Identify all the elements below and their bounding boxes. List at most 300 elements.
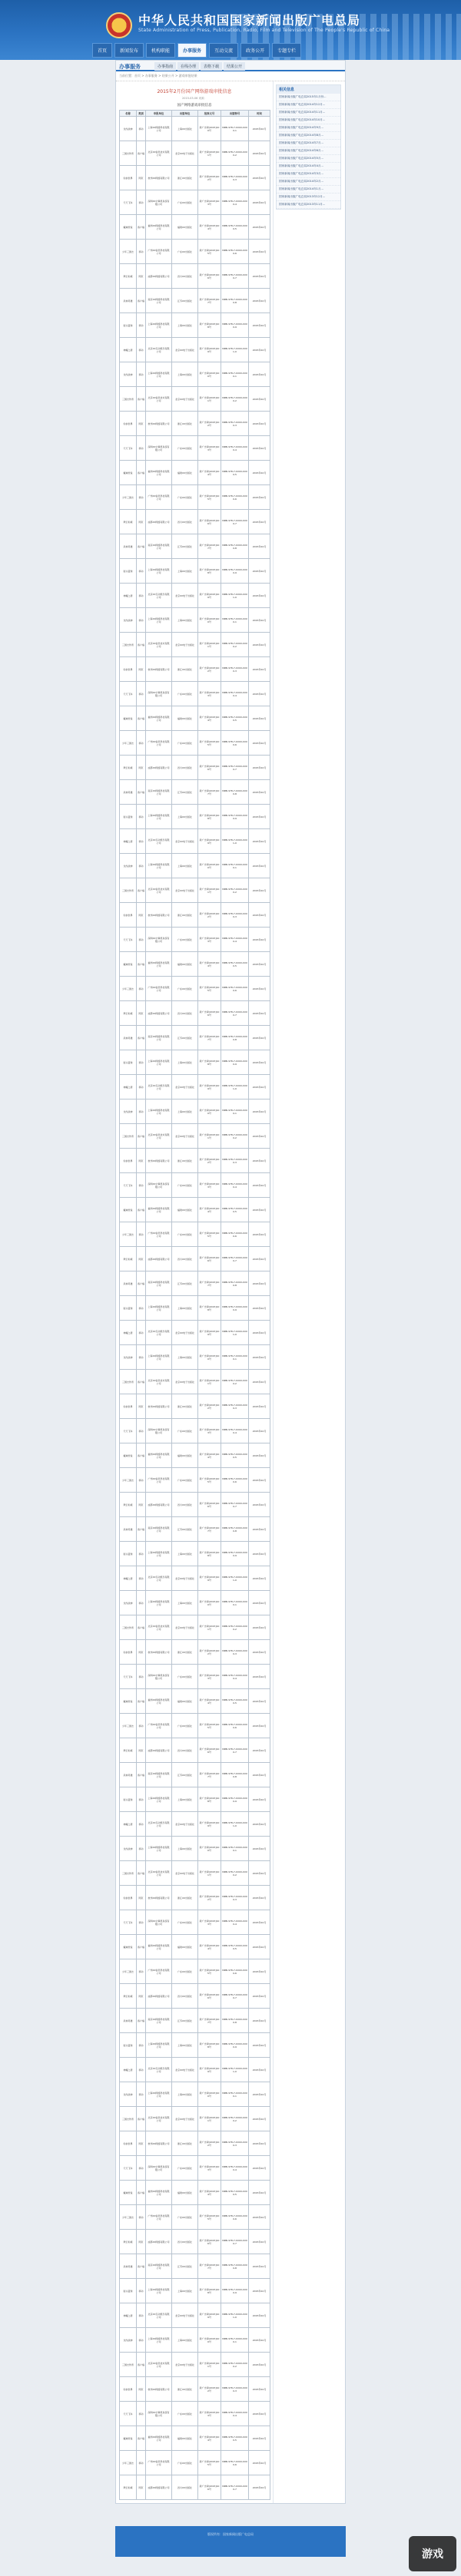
table-cell: 上海XX出版社	[172, 2328, 198, 2353]
table-cell: 龙纹战神	[120, 1100, 137, 1124]
table-row	[120, 1812, 270, 1837]
table-cell: 移动	[137, 362, 146, 387]
table-row	[120, 2230, 270, 2254]
table-cell: 魔域传说	[120, 1935, 137, 1959]
table-cell: 新广出审[2015]109号	[198, 1566, 221, 1591]
table-cell: ISBN 978-7-XXXX-XXXX-1	[221, 362, 249, 387]
table-cell: ISBN 978-7-XXXX-XXXX-6	[221, 1959, 249, 1984]
national-emblem-icon	[106, 12, 132, 38]
table-cell: 梦幻仙境	[120, 2230, 137, 2254]
table-cell: 北京XX互动娱乐有限公司	[146, 1812, 172, 1837]
table-cell: 龙纹战神	[120, 362, 137, 387]
table-row	[120, 1517, 270, 1542]
table-cell: 上海XX网络科技有限公司	[146, 1787, 172, 1812]
table-cell: 网页	[137, 1738, 146, 1763]
table-row	[120, 1222, 270, 1247]
table-cell: 网页	[137, 756, 146, 780]
table-cell: 客户端	[137, 461, 146, 485]
table-cell: ISBN 978-7-XXXX-XXXX-4	[221, 1910, 249, 1935]
table-row	[120, 2009, 270, 2033]
table-cell: 魔域传说	[120, 2426, 137, 2451]
table-cell: 新广出审[2015]109号	[198, 584, 221, 608]
table-cell: 广东XX出版社	[172, 1714, 198, 1738]
table-row	[120, 1001, 270, 1026]
table-cell: ISBN 978-7-XXXX-XXXX-9	[221, 2279, 249, 2303]
table-cell: ISBN 978-7-XXXX-XXXX-1	[221, 1100, 249, 1124]
table-cell: 四川XX出版社	[172, 1001, 198, 1026]
table-cell: 移动	[137, 240, 146, 264]
table-cell: 上海XX网络科技有限公司	[146, 2279, 172, 2303]
table-cell: 杭州XX网络有限公司	[146, 1640, 172, 1665]
table-cell: 2015年02月	[249, 1345, 270, 1370]
table-cell: 龙纹战神	[120, 2082, 137, 2107]
table-cell: 街头篮球	[120, 313, 137, 338]
table-cell: 广东XX出版社	[172, 2402, 198, 2426]
sidebar-link[interactable]: 国家新闻出版广电总局2014年8月...	[277, 132, 340, 140]
table-cell: 移动	[137, 805, 146, 829]
table-cell: 移动	[137, 2082, 146, 2107]
table-cell: ISBN 978-7-XXXX-XXXX-9	[221, 1542, 249, 1566]
table-cell: 少年三国志	[120, 2451, 137, 2475]
article	[116, 81, 273, 2503]
sidebar-link[interactable]: 国家新闻出版广电总局2014年11月...	[277, 109, 340, 117]
table-cell: 广东XX出版社	[172, 2205, 198, 2230]
table-cell: 上海XX网络科技有限公司	[146, 1296, 172, 1321]
table-cell: 南京XX网络科技有限公司	[146, 534, 172, 559]
table-cell: 新广出审[2015]100号	[198, 2328, 221, 2353]
table-cell: 新广出审[2015]108号	[198, 1542, 221, 1566]
table-row	[120, 190, 270, 215]
table-cell: 深圳XX计算机系统有限公司	[146, 1173, 172, 1198]
table-cell: 魔域传说	[120, 1198, 137, 1222]
table-cell: 广州XX信息科技有限公司	[146, 731, 172, 756]
table-cell: 上海XX出版社	[172, 805, 198, 829]
table-cell: 四川XX出版社	[172, 264, 198, 289]
table-cell: 南京XX网络科技有限公司	[146, 1026, 172, 1050]
table-row	[120, 1321, 270, 1345]
table-cell: 新广出审[2015]106号	[198, 2475, 221, 2500]
table-cell: 客户端	[137, 1517, 146, 1542]
table-cell: 四川XX出版社	[172, 1247, 198, 1271]
table-cell: 梦幻仙境	[120, 1001, 137, 1026]
table-cell: ISBN 978-7-XXXX-XXXX-2	[221, 878, 249, 903]
table-cell: 移动	[137, 1419, 146, 1443]
table-cell: 杭州XX网络有限公司	[146, 1394, 172, 1419]
table-cell: 神魔之塔	[120, 584, 137, 608]
table-row	[120, 1394, 270, 1419]
table-cell: 2015年02月	[249, 633, 270, 657]
table-cell: 移动	[137, 1910, 146, 1935]
nav-item[interactable]: 政务公开	[240, 43, 270, 58]
table-row	[120, 1615, 270, 1640]
nav-item[interactable]: 机构职能	[146, 43, 175, 58]
table-cell: 北京XX电子出版社	[172, 878, 198, 903]
table-cell: 武林英雄	[120, 2009, 137, 2033]
table-cell: 2015年02月	[249, 1026, 270, 1050]
table-cell: 新广出审[2015]101号	[198, 1370, 221, 1394]
table-cell: 新广出审[2015]105号	[198, 731, 221, 756]
section-header	[116, 61, 345, 71]
table-cell: 2015年02月	[249, 2181, 270, 2205]
table-cell: 深圳XX计算机系统有限公司	[146, 928, 172, 952]
table-row	[120, 2058, 270, 2082]
table-cell: 新广出审[2015]103号	[198, 436, 221, 461]
table-cell: ISBN 978-7-XXXX-XXXX-2	[221, 1370, 249, 1394]
table-cell: 新广出审[2015]108号	[198, 1296, 221, 1321]
sidebar-link[interactable]: 国家新闻出版广电总局2014年6月...	[277, 147, 340, 155]
table-cell: 2015年02月	[249, 1640, 270, 1665]
section-tab[interactable]: 表格下载	[201, 62, 222, 71]
table-cell: 新广出审[2015]105号	[198, 1959, 221, 1984]
section-tab[interactable]: 结果公开	[224, 62, 245, 71]
table-cell: 移动	[137, 1837, 146, 1861]
table-cell: 2015年02月	[249, 1321, 270, 1345]
table-cell: 少年三国志	[120, 240, 137, 264]
table-cell: 新广出审[2015]101号	[198, 878, 221, 903]
table-cell: 梦幻仙境	[120, 1984, 137, 2009]
column-header: 申报单位	[146, 111, 172, 117]
table-row	[120, 805, 270, 829]
table-cell: 客户端	[137, 289, 146, 313]
table-cell: 新广出审[2015]109号	[198, 1321, 221, 1345]
table-cell: 2015年02月	[249, 1443, 270, 1468]
table-cell: 新广出审[2015]104号	[198, 1935, 221, 1959]
table-cell: 网页	[137, 264, 146, 289]
table-cell: 移动	[137, 559, 146, 584]
sidebar-link[interactable]: 国家新闻出版广电总局2014年7月...	[277, 140, 340, 147]
table-cell: 上海XX出版社	[172, 117, 198, 141]
table-cell: 福州XX网络科技有限公司	[146, 2181, 172, 2205]
table-cell: 北京XX电子出版社	[172, 633, 198, 657]
sidebar-link[interactable]: 国家新闻出版广电总局2015年1月份...	[277, 94, 340, 101]
table-cell: 新广出审[2015]102号	[198, 1394, 221, 1419]
table-cell: 杭州XX网络有限公司	[146, 412, 172, 436]
table-row	[120, 1763, 270, 1787]
table-cell: 新广出审[2015]104号	[198, 952, 221, 977]
table-cell: 成都XX网络有限公司	[146, 1247, 172, 1271]
site-title: 中华人民共和国国家新闻出版广电总局	[138, 13, 361, 28]
table-row	[120, 1173, 270, 1198]
table-cell: 网页	[137, 903, 146, 928]
table-cell: 上海XX出版社	[172, 1100, 198, 1124]
table-cell: 南京XX网络科技有限公司	[146, 1517, 172, 1542]
table-cell: 天天飞车	[120, 190, 137, 215]
table-cell: 北京XX电子出版社	[172, 2303, 198, 2328]
sidebar-link[interactable]: 国家新闻出版广电总局2014年1月...	[277, 186, 340, 193]
table-cell: 新广出审[2015]107号	[198, 1026, 221, 1050]
table-cell: 新广出审[2015]101号	[198, 633, 221, 657]
sidebar-link[interactable]: 国家新闻出版广电总局2014年3月...	[277, 170, 340, 178]
table-cell: 客户端	[137, 706, 146, 731]
table-row	[120, 1296, 270, 1321]
table-cell: 新广出审[2015]107号	[198, 780, 221, 805]
table-cell: 上海XX出版社	[172, 1787, 198, 1812]
table-cell: 2015年02月	[249, 2033, 270, 2058]
table-cell: 新广出审[2015]108号	[198, 1050, 221, 1075]
table-cell: 天天飞车	[120, 436, 137, 461]
table-cell: ISBN 978-7-XXXX-XXXX-3	[221, 412, 249, 436]
table-cell: 2015年02月	[249, 1935, 270, 1959]
table-cell: 杭州XX网络有限公司	[146, 903, 172, 928]
sidebar-link[interactable]: 国家新闻出版广电总局2014年10月...	[277, 117, 340, 124]
table-cell: ISBN 978-7-XXXX-XXX1-0	[221, 2303, 249, 2328]
table-cell: 新广出审[2015]101号	[198, 1124, 221, 1149]
table-row	[120, 412, 270, 436]
table-cell: 客户端	[137, 780, 146, 805]
table-cell: ISBN 978-7-XXXX-XXXX-8	[221, 1517, 249, 1542]
table-cell: 少年三国志	[120, 1468, 137, 1493]
table-cell: ISBN 978-7-XXXX-XXXX-1	[221, 2328, 249, 2353]
table-cell: 福建XX出版社	[172, 2426, 198, 2451]
table-row	[120, 534, 270, 559]
table-cell: 北京XX互动娱乐有限公司	[146, 2058, 172, 2082]
table-cell: 广州XX信息科技有限公司	[146, 977, 172, 1001]
table-cell: 神魔之塔	[120, 1321, 137, 1345]
table-cell: 街头篮球	[120, 1787, 137, 1812]
table-cell: 福建XX出版社	[172, 952, 198, 977]
table-cell: 新广出审[2015]107号	[198, 2254, 221, 2279]
table-cell: 新广出审[2015]101号	[198, 141, 221, 166]
table-cell: 2015年02月	[249, 2303, 270, 2328]
table-cell: 2015年02月	[249, 584, 270, 608]
table-cell: 仙侠世界	[120, 2131, 137, 2156]
table-cell: 新广出审[2015]104号	[198, 1198, 221, 1222]
table-cell: 移动	[137, 2033, 146, 2058]
table-cell: 2015年02月	[249, 412, 270, 436]
sidebar-link[interactable]: 国家新闻出版广电总局2014年4月...	[277, 163, 340, 170]
table-cell: 移动	[137, 1566, 146, 1591]
table-cell: 龙纹战神	[120, 854, 137, 878]
table-cell: 街头篮球	[120, 1542, 137, 1566]
sidebar-link[interactable]: 国家新闻出版广电总局2014年12月...	[277, 101, 340, 109]
table-cell: ISBN 978-7-XXXX-XXXX-1	[221, 1837, 249, 1861]
table-cell: 北京XX信息技术有限公司	[146, 878, 172, 903]
table-row	[120, 436, 270, 461]
table-cell: 三国志传奇	[120, 387, 137, 412]
table-cell: ISBN 978-7-XXXX-XXXX-2	[221, 1861, 249, 1886]
table-cell: 新广出审[2015]106号	[198, 1001, 221, 1026]
table-cell: 2015年02月	[249, 2230, 270, 2254]
table-cell: 移动	[137, 2303, 146, 2328]
table-cell: 2015年02月	[249, 1149, 270, 1173]
table-cell: 新广出审[2015]106号	[198, 1247, 221, 1271]
table-cell: 上海XX网络科技有限公司	[146, 1050, 172, 1075]
table-cell: 移动	[137, 2451, 146, 2475]
table-cell: ISBN 978-7-XXXX-XXXX-2	[221, 1124, 249, 1149]
table-cell: 移动	[137, 2279, 146, 2303]
table-cell: 新广出审[2015]108号	[198, 559, 221, 584]
table-row	[120, 2131, 270, 2156]
table-row	[120, 2426, 270, 2451]
table-cell: ISBN 978-7-XXXX-XXXX-4	[221, 436, 249, 461]
breadcrumb: 当前位置：首页 > 办事服务 > 结果公开 > 游戏审批结果	[116, 71, 345, 81]
table-row	[120, 1640, 270, 1665]
table-cell: 北京XX互动娱乐有限公司	[146, 2303, 172, 2328]
table-cell: 移动	[137, 1222, 146, 1247]
table-cell: 北京XX信息技术有限公司	[146, 2353, 172, 2377]
table-cell: 三国志传奇	[120, 1370, 137, 1394]
table-cell: 2015年02月	[249, 756, 270, 780]
section-tab[interactable]: 办事指南	[154, 62, 176, 71]
table-cell: 2015年02月	[249, 2328, 270, 2353]
nav-item[interactable]: 专题专栏	[272, 43, 301, 58]
table-row	[120, 1271, 270, 1296]
table-cell: 天天飞车	[120, 2156, 137, 2181]
table-cell: 客户端	[137, 2426, 146, 2451]
table-cell: 网页	[137, 1001, 146, 1026]
table-cell: 杭州XX网络有限公司	[146, 2377, 172, 2402]
table-cell: 浙江XX出版社	[172, 1149, 198, 1173]
table-cell: 2015年02月	[249, 362, 270, 387]
table-cell: 北京XX信息技术有限公司	[146, 1370, 172, 1394]
table-cell: 武林英雄	[120, 1763, 137, 1787]
table-cell: 网页	[137, 510, 146, 534]
table-cell: 四川XX出版社	[172, 510, 198, 534]
table-cell: 武林英雄	[120, 780, 137, 805]
table-row	[120, 2156, 270, 2181]
table-cell: 上海XX网络科技有限公司	[146, 1100, 172, 1124]
table-cell: 仙侠世界	[120, 1149, 137, 1173]
table-row	[120, 2107, 270, 2131]
table-cell: 神魔之塔	[120, 2303, 137, 2328]
table-cell: 新广出审[2015]109号	[198, 1812, 221, 1837]
table-cell: 福州XX网络科技有限公司	[146, 2426, 172, 2451]
table-cell: 2015年02月	[249, 534, 270, 559]
table-cell: ISBN 978-7-XXXX-XXXX-1	[221, 608, 249, 633]
table-cell: 新广出审[2015]105号	[198, 2205, 221, 2230]
table-row	[120, 1886, 270, 1910]
table-cell: 2015年02月	[249, 1468, 270, 1493]
table-cell: 江苏XX出版社	[172, 780, 198, 805]
table-cell: 新广出审[2015]101号	[198, 387, 221, 412]
nav-item[interactable]: 互动交流	[209, 43, 238, 58]
table-cell: 新广出审[2015]105号	[198, 977, 221, 1001]
sidebar-link[interactable]: 国家新闻出版广电总局2014年2月...	[277, 178, 340, 186]
table-cell: 北京XX信息技术有限公司	[146, 633, 172, 657]
table-cell: 成都XX网络有限公司	[146, 1001, 172, 1026]
table-row	[120, 2303, 270, 2328]
table-cell: 上海XX网络科技有限公司	[146, 2082, 172, 2107]
sidebar-list	[277, 94, 340, 209]
sidebar-link[interactable]: 国家新闻出版广电总局2013年11月...	[277, 201, 340, 209]
table-cell: 网页	[137, 166, 146, 190]
table-cell: 2015年02月	[249, 1296, 270, 1321]
table-cell: 新广出审[2015]102号	[198, 412, 221, 436]
table-row	[120, 928, 270, 952]
table-cell: 浙江XX出版社	[172, 2377, 198, 2402]
table-cell: 北京XX互动娱乐有限公司	[146, 1321, 172, 1345]
table-cell: 客户端	[137, 1198, 146, 1222]
table-cell: 广东XX出版社	[172, 1959, 198, 1984]
nav-item[interactable]: 首页	[92, 43, 112, 58]
table-cell: 新广出审[2015]101号	[198, 2353, 221, 2377]
table-cell: ISBN 978-7-XXXX-XXXX-6	[221, 2451, 249, 2475]
table-cell: 移动	[137, 2205, 146, 2230]
table-row	[120, 756, 270, 780]
table-row	[120, 1149, 270, 1173]
table-cell: 成都XX网络有限公司	[146, 2475, 172, 2500]
table-cell: 四川XX出版社	[172, 756, 198, 780]
table-cell: 成都XX网络有限公司	[146, 264, 172, 289]
table-cell: ISBN 978-7-XXXX-XXXX-8	[221, 289, 249, 313]
sidebar-link[interactable]: 国家新闻出版广电总局2014年5月...	[277, 155, 340, 163]
table-cell: 仙侠世界	[120, 657, 137, 682]
content-wrapper	[115, 60, 346, 2504]
table-cell: ISBN 978-7-XXXX-XXX1-0	[221, 829, 249, 854]
sidebar-link[interactable]: 国家新闻出版广电总局2013年12月...	[277, 193, 340, 201]
table-cell: 移动	[137, 928, 146, 952]
table-cell: 新广出审[2015]105号	[198, 240, 221, 264]
section-tab[interactable]: 在线办理	[177, 62, 199, 71]
table-cell: 南京XX网络科技有限公司	[146, 1763, 172, 1787]
table-cell: 新广出审[2015]107号	[198, 534, 221, 559]
table-row	[120, 166, 270, 190]
table-cell: 移动	[137, 1468, 146, 1493]
table-cell: ISBN 978-7-XXXX-XXXX-4	[221, 928, 249, 952]
table-cell: 广州XX信息科技有限公司	[146, 1468, 172, 1493]
table-row	[120, 1935, 270, 1959]
table-cell: 广州XX信息科技有限公司	[146, 2451, 172, 2475]
table-row	[120, 1910, 270, 1935]
table-cell: 成都XX网络有限公司	[146, 1493, 172, 1517]
table-cell: 福州XX网络科技有限公司	[146, 1689, 172, 1714]
table-cell: ISBN 978-7-XXXX-XXXX-4	[221, 682, 249, 706]
table-row	[120, 731, 270, 756]
table-row	[120, 584, 270, 608]
table-cell: 新广出审[2015]103号	[198, 1665, 221, 1689]
table-cell: 网页	[137, 1394, 146, 1419]
table-row	[120, 313, 270, 338]
table-row	[120, 608, 270, 633]
table-cell: 客户端	[137, 2254, 146, 2279]
table-cell: 四川XX出版社	[172, 1984, 198, 2009]
table-row	[120, 264, 270, 289]
sidebar-link[interactable]: 国家新闻出版广电总局2014年9月...	[277, 124, 340, 132]
table-row	[120, 903, 270, 928]
nav-item[interactable]: 办事服务	[177, 43, 207, 58]
table-cell: 2015年02月	[249, 141, 270, 166]
table-cell: 四川XX出版社	[172, 2230, 198, 2254]
table-cell: 移动	[137, 608, 146, 633]
table-row	[120, 387, 270, 412]
table-row	[120, 1837, 270, 1861]
table-cell: 北京XX信息技术有限公司	[146, 2107, 172, 2131]
nav-item[interactable]: 新闻发布	[114, 43, 144, 58]
table-cell: 网页	[137, 1493, 146, 1517]
table-cell: 广东XX出版社	[172, 485, 198, 510]
table-heading: 国产网络游戏审批信息	[177, 104, 212, 107]
table-cell: 2015年02月	[249, 313, 270, 338]
table-row	[120, 2033, 270, 2058]
table-cell: 北京XX信息技术有限公司	[146, 1615, 172, 1640]
table-cell: 北京XX电子出版社	[172, 1124, 198, 1149]
table-row	[120, 2254, 270, 2279]
table-cell: 客户端	[137, 1124, 146, 1149]
table-cell: 广东XX出版社	[172, 1665, 198, 1689]
table-cell: 新广出审[2015]102号	[198, 2131, 221, 2156]
table-cell: 广东XX出版社	[172, 928, 198, 952]
table-cell: ISBN 978-7-XXXX-XXXX-3	[221, 2377, 249, 2402]
table-cell: 移动	[137, 1296, 146, 1321]
table-cell: ISBN 978-7-XXXX-XXXX-5	[221, 215, 249, 240]
table-cell: 神魔之塔	[120, 1812, 137, 1837]
table-cell: 梦幻仙境	[120, 1738, 137, 1763]
table-cell: 天天飞车	[120, 1173, 137, 1198]
table-row	[120, 485, 270, 510]
table-cell: 2015年02月	[249, 1615, 270, 1640]
table-cell: 街头篮球	[120, 1296, 137, 1321]
table-cell: 2015年02月	[249, 1837, 270, 1861]
